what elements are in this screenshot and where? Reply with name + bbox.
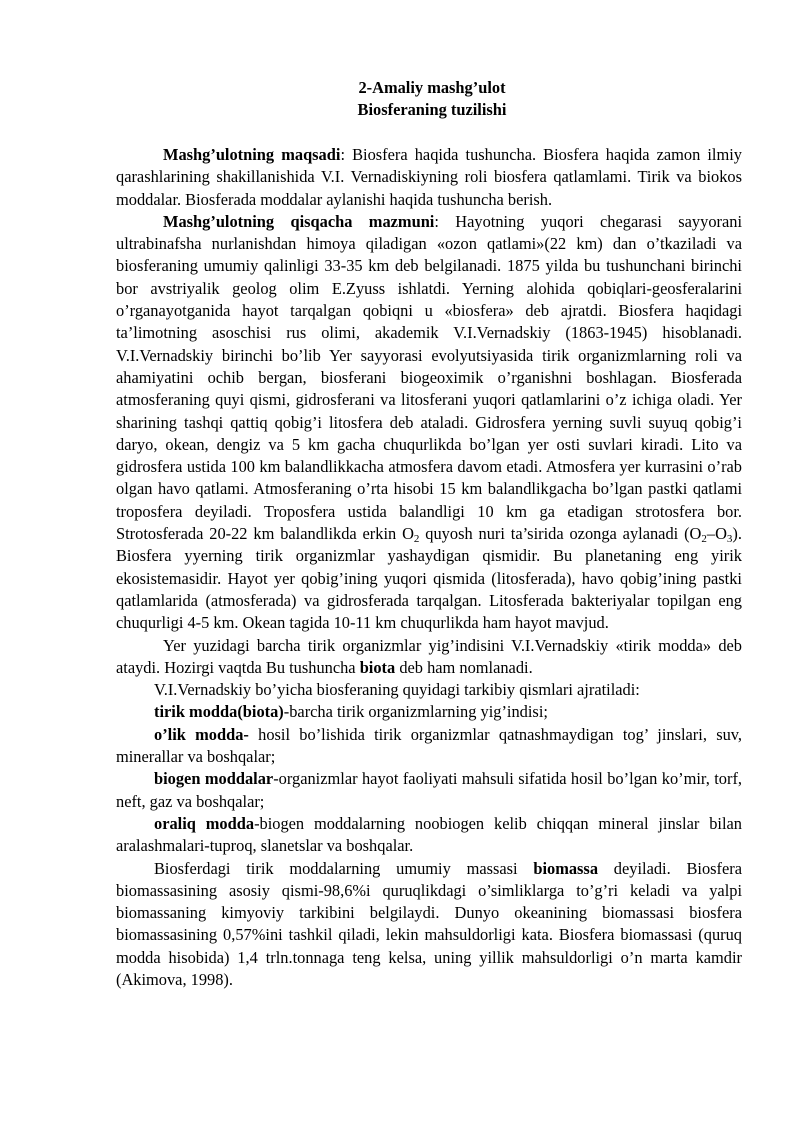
def-oraliq-modda: -biogen moddalarning noobiogen kelib chiqqan mineral jinslar bilan aralashmalari-tuproq, slanetslar va boshqalar. (116, 813, 743, 856)
paragraph-living-matter (116, 635, 742, 680)
list-item-tirik-modda (116, 701, 742, 723)
summary-text-b: quyosh nuri ta’sirida ozonga aylanadi (O (419, 524, 702, 544)
paragraph-biomass (116, 858, 742, 992)
summary-text-c: –O (706, 524, 727, 544)
def-olik-modda: hosil bo’lishida tirik organizmlar qatnashmaydigan tog’ jinslari, suv, minerallar va boshqalar; (116, 724, 742, 767)
def-biogen-moddalar: -organizmlar hayot faoliyati mahsuli sifatida hosil bo’lgan ko’mir, torf, neft, gaz va boshqalar; (116, 769, 742, 811)
term-tirik-modda: tirik modda(biota) (154, 702, 284, 722)
summary-label: Mashg’ulotning qisqacha mazmuni (163, 211, 435, 231)
def-tirik-modda: -barcha tirik organizmlarning yig’indisi; (283, 702, 548, 722)
term-biogen-moddalar: biogen moddalar (154, 769, 274, 789)
biomass-text-a: Biosferdagi tirik moddalarning umumiy massasi (154, 858, 534, 878)
purpose-label: Mashg’ulotning maqsadi (163, 145, 341, 164)
paragraph-components-intro: V.I.Vernadskiy bo’yicha biosferaning quyidagi tarkibiy qismlari ajratiladi: (154, 680, 640, 700)
subscript-2a: 2 (413, 533, 420, 546)
paragraph-purpose (116, 144, 742, 211)
living-matter-text-a: Yer yuzidagi barcha tirik organizmlar yig’indisini V.I.Vernadskiy «tirik modda» deb ataydi. Hozirgi vaqtda Bu tushuncha (116, 635, 742, 677)
list-item-oraliq-modda (116, 813, 742, 858)
subscript-2b: 2 (701, 533, 707, 546)
document-title: 2-Amaliy mashg’ulot (358, 78, 506, 97)
subscript-3: 3 (726, 533, 733, 546)
term-oraliq-modda: oraliq modda (154, 813, 255, 833)
term-olik-modda: o’lik modda- (154, 724, 249, 744)
document-subtitle: Biosferaning tuzilishi (357, 100, 507, 119)
summary-text-a: : Hayotning yuqori chegarasi sayyorani ultrabinafsha nurlanishdan himoya qiladigan «ozon qatlami»(22 km) dan o’tkaziladi va biosferaning umumiy qalinligi 33-35 km deb belgilanadi. 1875 yilda bu tushunchani birinchi bor avstriyalik geolog olim E.Zyuss ishlatdi. Yerning alohida qobiqlari-geosferalarini o’rganayotganida hayot tarqalgan qobiqni u «biosfera» deb ajratdi. Biosfera haqidagi ta’limotning asoschisi rus olimi, akademik V.I.Vernadskiy (1863-1945) hisoblanadi. V.I.Vernadskiy birinchi bo’lib Yer sayyorasi evolyutsiyasida tirik organizmlarning roli va ahamiyatini ochib bergan, biosferani biogeoximik o’rganishni boshlagan. Biosferada atmosferaning quyi qismi, gidrosferani va litosferani yuqori qatlamlarini o’z ichiga oladi. Yer sharining tashqi qattiq qobig’i litosfera deb ataladi. Gidrosfera yerning suvli suyuq qobig’i daryo, okean, dengiz va 5 km gacha chuqurlikda bo’lgan yer osti suvlari kiradi. Lito va gidrosfera ustida 100 km balandlikkacha atmosfera davom etadi. Atmosfera yer kurrasini o’rab olgan havo qatlami. Atmosferaning o’rta hisobi 15 km balandlikgacha bo’lgan pastki qatlami troposfera deyiladi. Troposfera ustida balandligi 10 km ga etadigan strotosfera bor. Strotosferada 20-22 km balandlikda erkin O (116, 211, 742, 544)
list-item-biogen-moddalar (116, 768, 742, 813)
biota-term: biota (359, 657, 396, 677)
biomassa-term: biomassa (533, 858, 599, 878)
living-matter-text-b: deb ham nomlanadi. (395, 657, 533, 677)
list-item-olik-modda (116, 724, 742, 769)
summary-text-d: ). Biosfera yyerning tirik organizmlar yashaydigan qismidir. Bu planetaning eng yirik ekosistemasidir. Hayot yer qobig’ining yuqori qismida (litosferada), havo qobig’ining pastki qatlamlarida (atmosferada) va gidrosferada tarqalgan. Litosferada bakteriyalar topilgan eng chuqurligi 4-5 km. Okean tagida 10-11 km chuqurlikda ham hayot mavjud. (116, 524, 742, 633)
document-body (116, 144, 742, 991)
purpose-text: : Biosfera haqida tushuncha. Biosfera haqida zamon ilmiy qarashlarining shakillanishida V.I. Vernadiskiyning roli biosfera qatlamlami. Tirik va biokos moddalar. Biosferada moddalar aylanishi haqida tushuncha berish. (116, 145, 742, 209)
biomass-text-b: deyiladi. Biosfera biomassasining asosiy qismi-98,6%i quruqlikdagi o’simliklarga to’g’ri keladi va yalpi biomassaning kimyoviy tarkibini belgilaydi. Dunyo okeanining biomassasi biosfera biomassasining 0,57%ini tashkil qiladi, lekin mahsuldorligi kata. Biosfera biomassasi (quruq modda hisobida) 1,4 trln.tonnaga teng kelsa, uning yillik mahsuldorligi o’n marta kamdir (Akimova, 1998). (116, 858, 742, 989)
paragraph-summary (116, 211, 742, 635)
